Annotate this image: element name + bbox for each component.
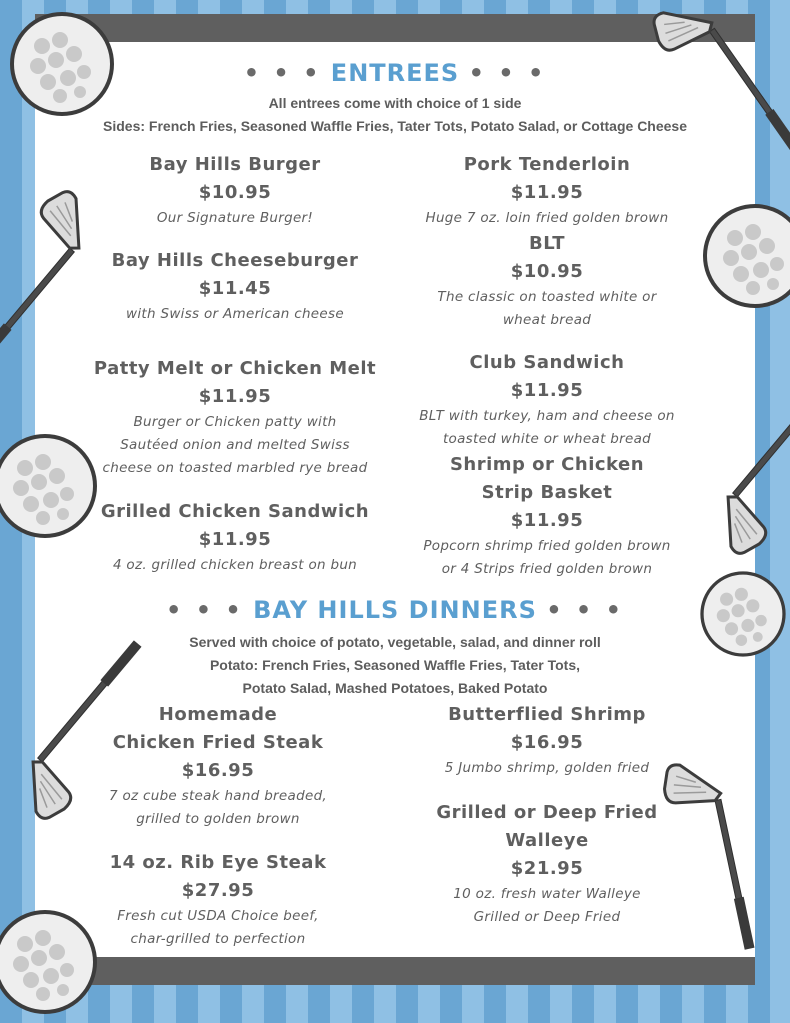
item-price: $11.95 xyxy=(198,529,272,550)
heading-dots-right: • • • xyxy=(546,596,624,624)
item-description: 4 oz. grilled chicken breast on bun xyxy=(112,557,358,573)
entrees-sides: Sides: French Fries, Seasoned Waffle Fries, Tater Tots, Potato Salad, or Cottage Cheese xyxy=(103,118,687,134)
item-name: Bay Hills Burger xyxy=(149,154,321,175)
item-price: $11.95 xyxy=(510,380,584,401)
golf-club-icon xyxy=(8,640,176,825)
golf-club-icon xyxy=(660,757,755,960)
dinners-heading-text: BAY HILLS DINNERS xyxy=(253,596,537,624)
item-description: cheese on toasted marbled rye bread xyxy=(102,460,368,476)
item-name: Club Sandwich xyxy=(469,352,625,373)
item-name: Grilled Chicken Sandwich xyxy=(100,501,370,522)
item-price: $11.95 xyxy=(510,510,584,531)
item-price: $16.95 xyxy=(181,760,255,781)
item-description: BLT with turkey, ham and cheese on xyxy=(419,408,675,424)
item-price: $16.95 xyxy=(510,732,584,753)
item-description: 5 Jumbo shrimp, golden fried xyxy=(444,760,650,776)
dinners-potato-line-2: Potato Salad, Mashed Potatoes, Baked Potato xyxy=(242,680,548,696)
item-description: grilled to golden brown xyxy=(136,811,300,827)
entrees-heading-text: ENTREES xyxy=(330,59,460,87)
item-name: Pork Tenderloin xyxy=(463,154,631,175)
item-description: or 4 Strips fried golden brown xyxy=(441,561,653,577)
item-name: Strip Basket xyxy=(481,482,613,503)
item-name: BLT xyxy=(529,233,565,254)
item-name: Chicken Fried Steak xyxy=(112,732,324,753)
item-description: Sautéed onion and melted Swiss xyxy=(120,437,350,453)
item-description: toasted white or wheat bread xyxy=(442,431,652,447)
item-price: $11.95 xyxy=(198,386,272,407)
item-description: Grilled or Deep Fried xyxy=(473,909,621,925)
item-description: Fresh cut USDA Choice beef, xyxy=(117,908,319,924)
item-name: Homemade xyxy=(158,704,278,725)
item-price: $10.95 xyxy=(510,261,584,282)
item-name: Patty Melt or Chicken Melt xyxy=(93,358,377,379)
item-price: $11.95 xyxy=(510,182,584,203)
item-price: $11.45 xyxy=(198,278,272,299)
item-description: with Swiss or American cheese xyxy=(126,306,344,322)
item-name: Grilled or Deep Fried xyxy=(436,802,658,823)
golf-club-icon xyxy=(703,375,790,560)
item-name: Bay Hills Cheeseburger xyxy=(111,250,359,271)
heading-dots-left: • • • xyxy=(166,596,244,624)
item-name: Butterflied Shrimp xyxy=(448,704,646,725)
item-description: wheat bread xyxy=(502,312,592,328)
item-description: 10 oz. fresh water Walleye xyxy=(453,886,641,902)
heading-dots-right: • • • xyxy=(468,59,547,87)
golf-ball-icon xyxy=(0,436,95,536)
item-description: Popcorn shrimp fried golden brown xyxy=(423,538,671,554)
item-price: $21.95 xyxy=(510,858,584,879)
golf-ball-icon xyxy=(705,206,790,306)
item-description: The classic on toasted white or xyxy=(437,289,657,305)
dinners-intro: Served with choice of potato, vegetable, salad, and dinner roll xyxy=(189,634,601,650)
item-description: 7 oz cube steak hand breaded, xyxy=(108,788,328,804)
item-description: Burger or Chicken patty with xyxy=(133,414,337,430)
golf-ball-icon xyxy=(12,14,112,114)
item-price: $27.95 xyxy=(181,880,255,901)
item-description: char-grilled to perfection xyxy=(130,931,306,947)
dinners-potato-line-1: Potato: French Fries, Seasoned Waffle Fries, Tater Tots, xyxy=(209,657,581,673)
item-name: 14 oz. Rib Eye Steak xyxy=(109,852,327,873)
item-description: Huge 7 oz. loin fried golden brown xyxy=(425,210,669,226)
item-name: Walleye xyxy=(505,830,589,851)
golf-club-icon xyxy=(646,0,790,183)
item-price: $10.95 xyxy=(198,182,272,203)
entrees-intro: All entrees come with choice of 1 side xyxy=(268,95,522,111)
item-description: Our Signature Burger! xyxy=(156,210,314,226)
item-name: Shrimp or Chicken xyxy=(449,454,645,475)
heading-dots-left: • • • xyxy=(243,59,322,87)
golf-club-icon xyxy=(0,184,104,369)
golf-ball-icon xyxy=(0,912,95,1012)
golf-ball-icon xyxy=(702,573,784,655)
